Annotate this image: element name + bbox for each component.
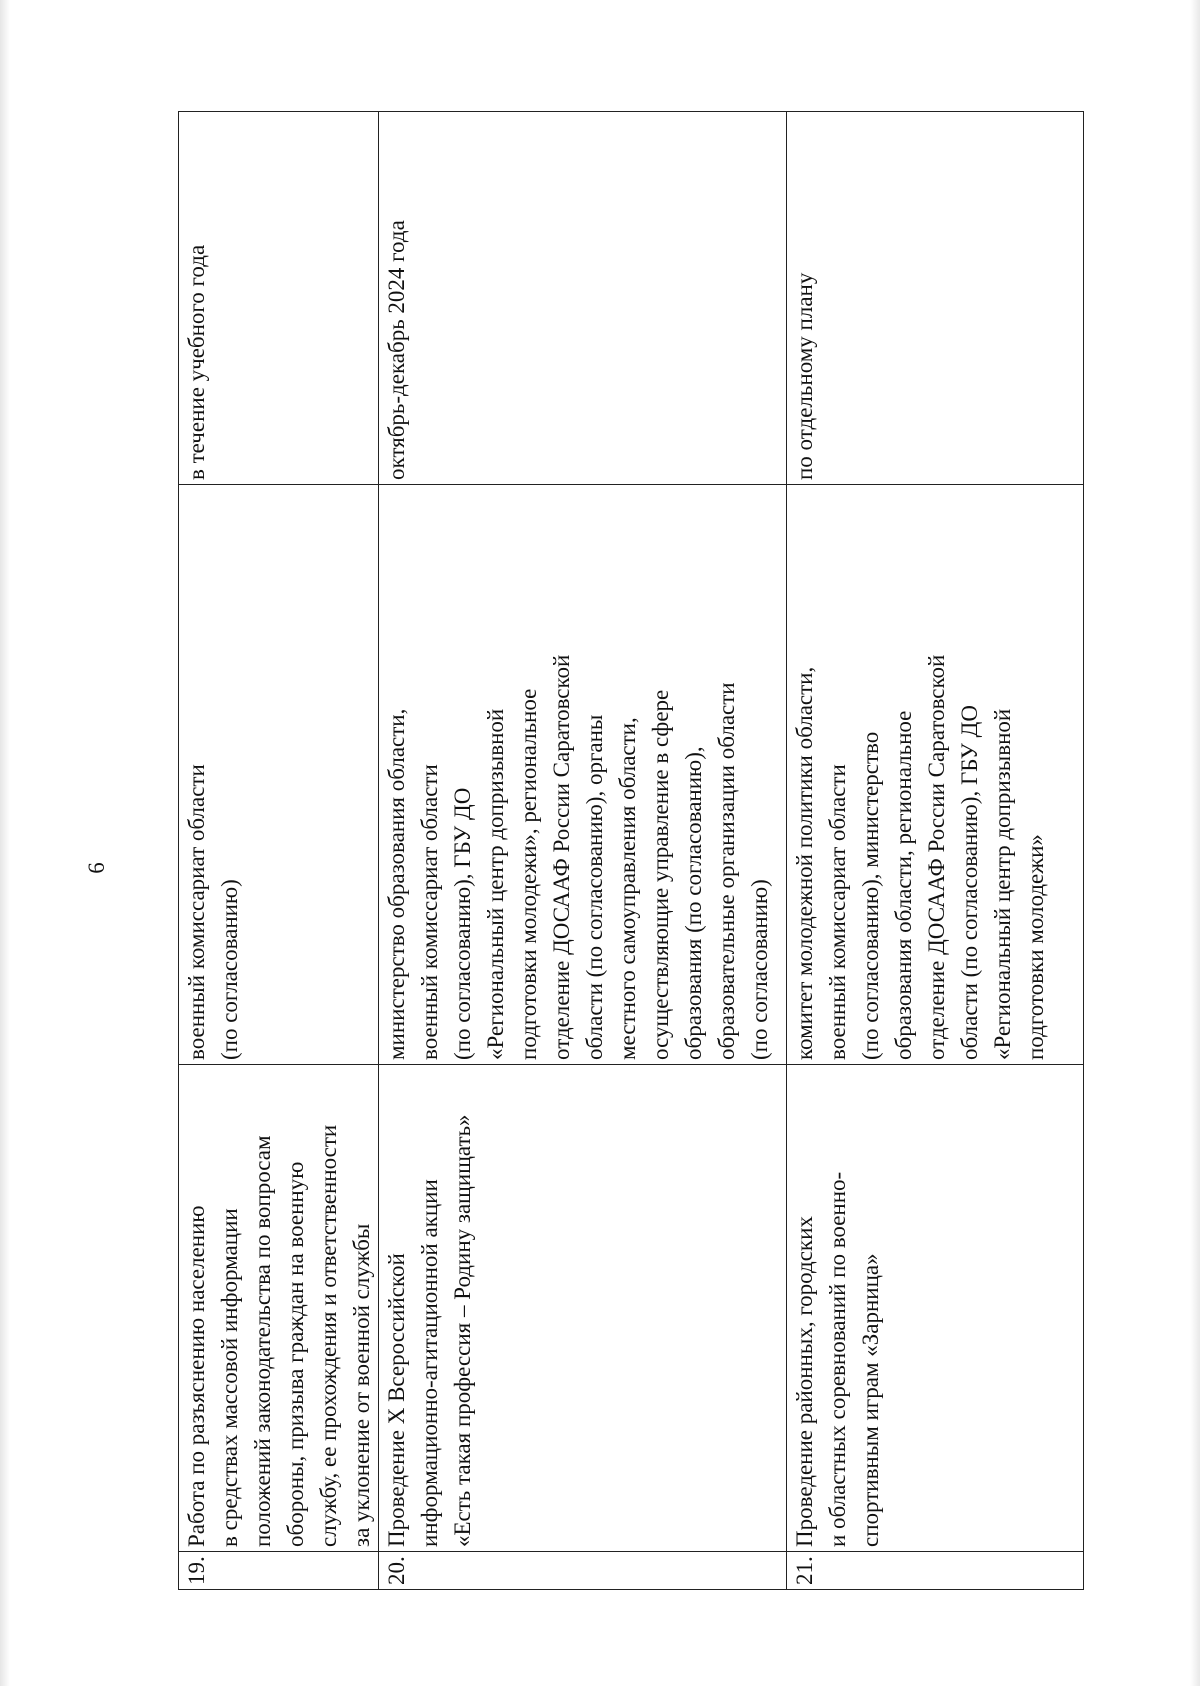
table-row — [787, 112, 1084, 1590]
row-number: 19. — [179, 1552, 379, 1590]
event-line: за уклонение от военной службы — [349, 1223, 374, 1547]
responsible-line: отделение ДОСААФ России Саратовской — [549, 654, 574, 1060]
responsible-line: (по согласованию) — [217, 879, 242, 1060]
responsible-line: «Региональный центр допризывной — [483, 708, 508, 1060]
page-number: 6 — [84, 862, 109, 874]
responsible-line: «Региональный центр допризывной — [990, 708, 1015, 1060]
responsible-line: области (по согласованию), органы — [582, 714, 607, 1060]
responsible-line: (по согласованию), министерство — [858, 731, 883, 1060]
event-line: службу, ее прохождения и ответственности — [316, 1124, 341, 1547]
event-line: положений законодательства по вопросам — [250, 1135, 275, 1547]
responsible-line: министерство образования области, — [384, 708, 409, 1060]
page-edge-left — [0, 0, 10, 1686]
event-line: Проведение X Всероссийской — [384, 1253, 409, 1547]
responsible-line: осуществляющие управление в сфере — [648, 689, 673, 1060]
row-number: 20. — [379, 1552, 787, 1590]
row-number: 21. — [787, 1552, 1084, 1590]
responsible-cell — [787, 485, 1084, 1065]
event-cell — [787, 1065, 1084, 1552]
event-line: обороны, призыва граждан на военную — [283, 1161, 308, 1547]
page-edge-right — [1190, 0, 1200, 1686]
rotated-table-wrapper — [178, 112, 1065, 1590]
responsible-line: подготовки молодежи», региональное — [516, 688, 541, 1060]
responsible-line: военный комиссариат области — [184, 764, 209, 1060]
responsible-line: подготовки молодежи» — [1023, 834, 1048, 1060]
responsible-line: образования области, региональное — [891, 710, 916, 1060]
event-line: Проведение районных, городских — [792, 1216, 817, 1547]
table-row — [179, 112, 379, 1590]
responsible-line: (по согласованию), ГБУ ДО — [450, 787, 475, 1060]
responsible-line: образовательные организации области — [714, 682, 739, 1060]
event-line: Работа по разъяснению населению — [184, 1205, 209, 1547]
date-cell: по отдельному плану — [787, 112, 1084, 485]
responsible-line: отделение ДОСААФ России Саратовской — [924, 654, 949, 1060]
responsible-line: (по согласованию) — [747, 879, 772, 1060]
responsible-line: военный комиссариат области — [825, 764, 850, 1060]
date-cell: в течение учебного года — [179, 112, 379, 485]
event-line: и областных соревнований по военно- — [825, 1171, 850, 1547]
responsible-line: области (по согласованию), ГБУ ДО — [957, 705, 982, 1060]
event-line: «Есть такая профессия – Родину защищать» — [450, 1114, 475, 1547]
responsible-line: военный комиссариат области — [417, 764, 442, 1060]
responsible-line: комитет молодежной политики области, — [792, 666, 817, 1060]
responsible-line: образования (по согласованию), — [681, 746, 706, 1060]
date-cell: октябрь-декабрь 2024 года — [379, 112, 787, 485]
event-line: в средствах массовой информации — [217, 1208, 242, 1547]
responsible-cell — [179, 485, 379, 1065]
table-row — [379, 112, 787, 1590]
event-cell — [179, 1065, 379, 1552]
responsible-line: местного самоуправления области, — [615, 717, 640, 1060]
event-cell — [379, 1065, 787, 1552]
plan-table — [178, 111, 1084, 1590]
responsible-cell — [379, 485, 787, 1065]
event-line: спортивным играм «Зарница» — [858, 1253, 883, 1547]
event-line: информационно-агитационной акции — [417, 1179, 442, 1547]
